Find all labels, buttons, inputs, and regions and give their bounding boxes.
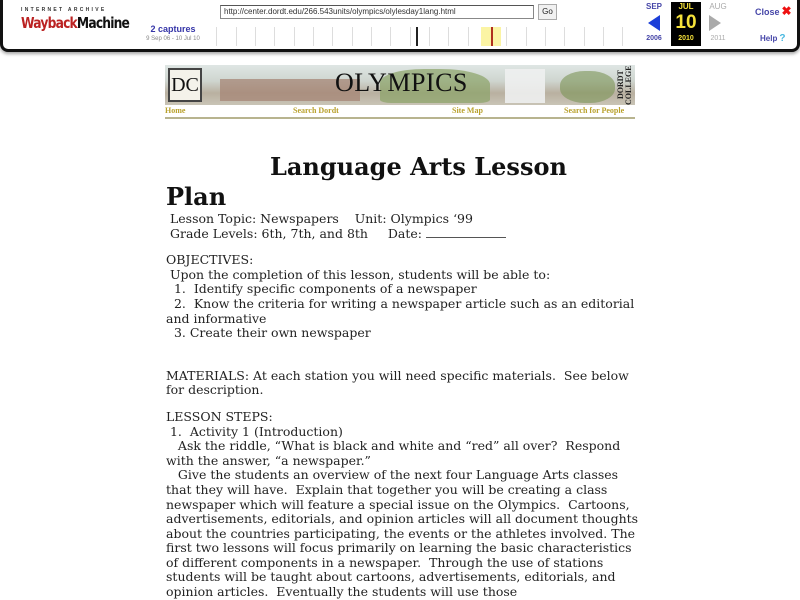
- step-1-title: 1. Activity 1 (Introduction): [166, 423, 343, 439]
- banner-tree-image: [560, 71, 615, 103]
- objective-item: 3. Create their own newspaper: [166, 325, 371, 341]
- banner-tower-image: [505, 69, 545, 103]
- timeline-tick: [313, 27, 314, 46]
- timeline-tick: [448, 27, 449, 46]
- current-capture: [671, 2, 701, 46]
- capture-mark-2006[interactable]: [416, 27, 418, 46]
- timeline-tick: [274, 27, 275, 46]
- dordt-logo-text: DC: [171, 74, 199, 96]
- help-label[interactable]: Help: [760, 34, 778, 43]
- go-button[interactable]: Go: [538, 4, 557, 20]
- wayback-logo-word1: Wayback: [21, 14, 77, 32]
- timeline-tick: [390, 27, 391, 46]
- nav-site-map[interactable]: Site Map: [452, 106, 483, 115]
- site-banner: [165, 65, 635, 105]
- banner-title: OLYMPICS: [335, 68, 468, 97]
- step-1-riddle: Ask the riddle, “What is black and white and “red” all over? Respond with the answer, “a newspaper.”: [166, 438, 625, 468]
- timeline-tick: [584, 27, 585, 46]
- materials: MATERIALS: At each station you will need specific materials. See below for description.: [166, 367, 633, 398]
- grade-levels-text: Grade Levels: 6th, 7th, and 8th Date:: [166, 225, 426, 241]
- timeline-tick: [371, 27, 372, 46]
- wayback-logo-word2: Machine: [76, 14, 130, 32]
- current-year: 2010: [678, 35, 694, 42]
- title-line-2: Plan: [166, 182, 227, 211]
- wayback-logo-top: INTERNET ARCHIVE: [21, 7, 107, 13]
- prev-month[interactable]: SEP: [645, 2, 662, 11]
- timeline-tick: [468, 27, 469, 46]
- spacer: [166, 341, 640, 369]
- objectives-intro: Upon the completion of this lesson, students will be able to:: [166, 266, 551, 282]
- prev-capture[interactable]: [639, 2, 669, 46]
- page-title: [166, 152, 640, 212]
- next-month: AUG: [709, 2, 727, 11]
- timeline-tick: [564, 27, 565, 46]
- next-arrow-icon: [709, 15, 721, 31]
- timeline-tick: [545, 27, 546, 46]
- timeline-tick: [294, 27, 295, 46]
- objectives-heading: OBJECTIVES:: [166, 252, 254, 268]
- timeline-tick: [216, 27, 217, 46]
- captures-range: 9 Sep 06 - 10 Jul 10: [146, 36, 200, 42]
- capture-mark-2010[interactable]: [491, 27, 493, 46]
- wayback-logo[interactable]: [21, 7, 130, 37]
- help-question-icon[interactable]: ?: [779, 33, 786, 44]
- current-day: 10: [675, 12, 697, 33]
- objective-item: 1. Identify specific components of a newspaper: [166, 281, 477, 297]
- timeline-tick: [255, 27, 256, 46]
- prev-arrow-icon[interactable]: [648, 15, 660, 31]
- current-month: JUL: [678, 2, 694, 11]
- timeline-tick: [410, 27, 411, 46]
- timeline-tick: [603, 27, 604, 46]
- title-line-1: Language Arts Lesson: [270, 152, 567, 181]
- wayback-toolbar: [0, 0, 800, 52]
- lesson-steps-heading: LESSON STEPS:: [166, 408, 273, 424]
- capture-timeline[interactable]: [216, 27, 636, 46]
- url-input[interactable]: http://center.dordt.edu/266.543units/olympics/olylesday1lang.html: [220, 5, 534, 19]
- timeline-tick: [352, 27, 353, 46]
- close-x-icon[interactable]: ✖: [781, 4, 792, 18]
- timeline-tick: [332, 27, 333, 46]
- timeline-tick: [506, 27, 507, 46]
- timeline-tick: [622, 27, 623, 46]
- close-button[interactable]: [755, 4, 792, 18]
- calendar-nav: [639, 2, 735, 46]
- nav-home[interactable]: Home: [165, 106, 186, 115]
- college-wordmark: DORDT COLLEGE: [616, 65, 633, 105]
- lesson-topic: Lesson Topic: Newspapers Unit: Olympics ‘99: [166, 211, 473, 226]
- wayback-logo-main: [21, 14, 130, 32]
- site-nav: [165, 105, 635, 119]
- nav-search-dordt[interactable]: Search Dordt: [293, 106, 339, 115]
- date-blank: [426, 228, 506, 238]
- captures-info: [138, 24, 208, 42]
- timeline-tick: [526, 27, 527, 46]
- help-button[interactable]: [760, 33, 785, 44]
- next-year: 2011: [710, 35, 726, 42]
- prev-year[interactable]: 2006: [646, 35, 662, 42]
- captures-count-link[interactable]: 2 captures: [150, 24, 196, 34]
- grade-levels: [166, 227, 640, 242]
- close-label[interactable]: Close: [755, 7, 780, 17]
- timeline-tick: [236, 27, 237, 46]
- step-1-overview: Give the students an overview of the next four Language Arts classes that they will have. Explain that together you will be creating a class newspaper which will feature a special issue on the Olympics. Cartoons, advertisements, editorials, and opinion articles will all document thoughts about the countries participating, the events or the athletes involved. The first two lessons will focus primarily on learning the basic characteristics of different components in a newspaper. Through the use of stations students will be taught about cartoons, advertisements, editorials, and opinion articles. Eventually the students will use those: [166, 467, 643, 600]
- lesson-document: [166, 152, 643, 600]
- nav-search-people[interactable]: Search for People: [564, 106, 625, 115]
- timeline-tick: [429, 27, 430, 46]
- dordt-logo[interactable]: [168, 68, 202, 102]
- next-capture: [703, 2, 733, 46]
- objective-item: 2. Know the criteria for writing a newspaper article such as an editorial and informative: [166, 295, 639, 326]
